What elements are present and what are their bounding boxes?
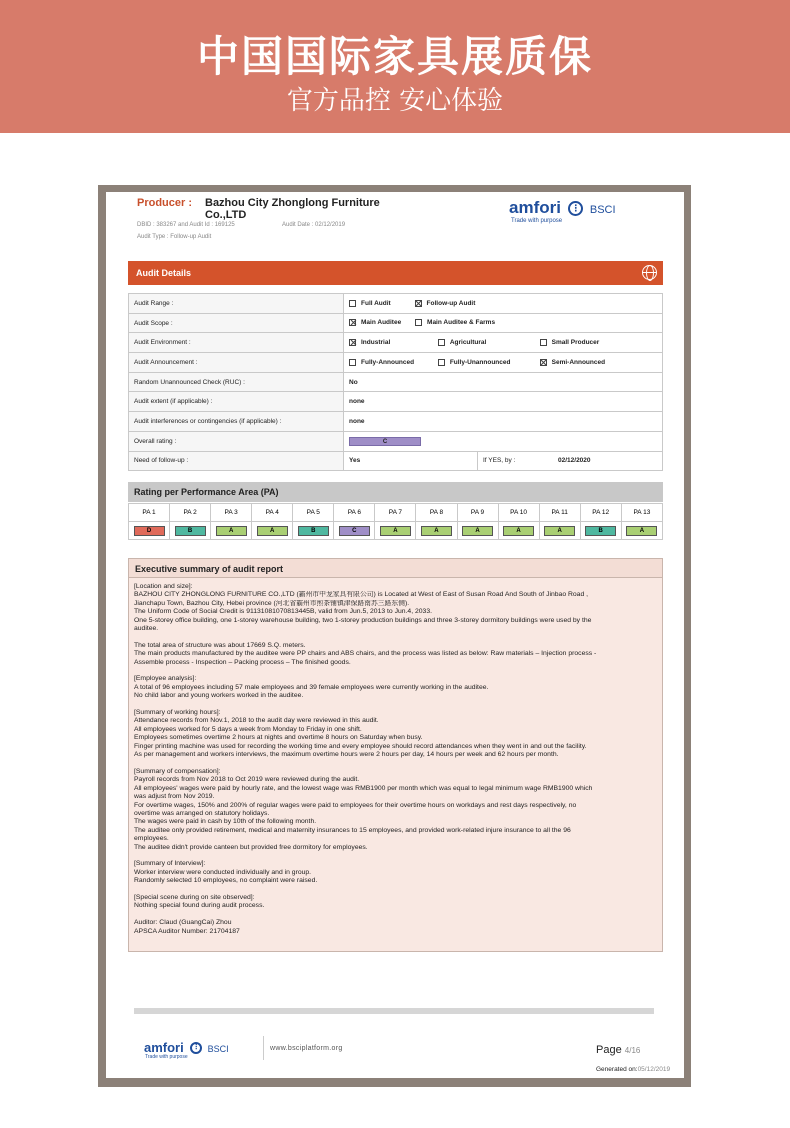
audit-range-options [344, 294, 663, 314]
pa-rating-badge: D [134, 526, 165, 536]
audit-environment-options [344, 333, 663, 353]
banner-subtitle: 官方品控 安心体验 [286, 86, 504, 116]
amfori-logo-text: amfori [509, 198, 561, 217]
summary-line: The wages were paid in cash by 10th of the following month. [134, 818, 317, 826]
pa-name-cell: PA 1 [129, 504, 170, 522]
audit-environment-label: Audit Environment : [129, 333, 344, 353]
paragraph-gap [134, 667, 657, 675]
pa-rating-row [129, 522, 663, 540]
summary-line: [Employee analysis]: [134, 675, 197, 683]
option-small-producer: Small Producer [540, 339, 600, 346]
pa-name-cell: PA 4 [252, 504, 293, 522]
summary-line: All employees worked for 5 days a week from Monday to Friday in one shift. [134, 725, 362, 733]
summary-line: overtime was arranged on statutory holidays. [134, 809, 270, 817]
pa-rating-badge: A [421, 526, 452, 536]
dbid-text: DBID : 383267 and Audit Id : 169125 [137, 222, 235, 228]
audit-details-title: Audit Details [136, 268, 192, 278]
audit-date-text: Audit Date : 02/12/2019 [282, 222, 346, 228]
pa-rating-cell [580, 522, 621, 540]
table-row [129, 294, 663, 314]
summary-line: The auditee didn't provide canteen but provided free dormitory for employees. [134, 843, 368, 851]
checked-checkbox-icon [349, 339, 356, 346]
option-main-auditee: Main Auditee [349, 319, 401, 326]
amfori-bsci-logo [509, 198, 639, 228]
summary-line: Payroll records from Nov 2018 to Oct 2019 were reviewed during the audit. [134, 776, 360, 784]
pa-rating-cell [457, 522, 498, 540]
page-label: Page [596, 1044, 622, 1056]
table-row [129, 431, 663, 451]
checkbox-icon [540, 339, 547, 346]
option-agricultural: Agricultural [438, 339, 526, 346]
summary-line: As per management and workers interviews, the maximum overtime hours were 2 hours per day, 14 hours per week and 62 hours per month. [134, 751, 559, 759]
checkbox-icon [438, 339, 445, 346]
audit-announcement-options [344, 353, 663, 373]
audit-details-table [128, 293, 663, 471]
checkbox-icon [415, 319, 422, 326]
pa-rating-cell [211, 522, 252, 540]
ruc-value: No [344, 372, 663, 392]
summary-line: [Location and size]: [134, 583, 193, 590]
summary-line: The total area of structure was about 17669 S.Q. meters. [134, 641, 306, 649]
paragraph-gap [134, 886, 657, 894]
option-semi-announced: Semi-Announced [540, 359, 605, 366]
option-industrial: Industrial [349, 339, 424, 346]
summary-line: One 5-storey office building, one 1-storey warehouse building, two 1-storey production buildings and three 3-storey dormitory buildings were used by the [134, 616, 592, 624]
audit-scope-label: Audit Scope : [129, 313, 344, 333]
paragraph-gap [134, 701, 657, 709]
footer-amfori-text: amfori [144, 1040, 184, 1055]
paragraph-gap [134, 759, 657, 767]
summary-line: The Uniform Code of Social Credit is 91131081070813445B, valid from Jun.5, 2013 to Jun.4, 2033. [134, 608, 432, 616]
audit-document-page [106, 192, 684, 1078]
summary-line: [Special scene during on site observed]: [134, 893, 255, 901]
page-number: 4/16 [624, 1046, 641, 1055]
summary-line: The main products manufactured by the auditee were PP chairs and ABS chairs, and the process was listed as below: Raw materials – Injection process - [134, 650, 597, 658]
pa-name-cell: PA 2 [170, 504, 211, 522]
logo-tagline: Trade with purpose [511, 218, 563, 224]
audit-interferences-label: Audit interferences or contingencies (if applicable) : [129, 412, 344, 432]
bsci-ring-icon: ⋮ [568, 201, 583, 216]
table-row [129, 392, 663, 412]
pa-rating-badge: A [503, 526, 534, 536]
table-row [129, 313, 663, 333]
audit-scope-options [344, 313, 663, 333]
platform-url-link[interactable]: www.bsciplatform.org [270, 1045, 343, 1052]
pa-rating-badge: A [257, 526, 288, 536]
pa-rating-badge: A [216, 526, 247, 536]
pa-rating-cell [416, 522, 457, 540]
generated-date: 05/12/2019 [637, 1066, 671, 1073]
pa-rating-cell [498, 522, 539, 540]
paragraph-gap [134, 633, 657, 641]
checkbox-icon [349, 300, 356, 307]
banner-title: 中国国际家具展质保 [196, 32, 593, 81]
horizontal-scrollbar[interactable] [134, 1008, 654, 1014]
summary-line: APSCA Auditor Number: 21704187 [134, 927, 240, 935]
checked-checkbox-icon [415, 300, 422, 307]
pa-rating-badge: A [626, 526, 657, 536]
summary-line: was adjust from Nov 2019. [134, 793, 215, 801]
pa-rating-cell [621, 522, 662, 540]
footer-divider [263, 1036, 264, 1060]
if-yes-cell [478, 451, 663, 471]
globe-icon [642, 265, 657, 280]
pa-name-cell: PA 6 [334, 504, 375, 522]
overall-rating-cell [344, 431, 663, 451]
summary-line: Attendance records from Nov.1, 2018 to the audit day were reviewed in this audit. [134, 717, 379, 725]
pa-rating-badge: A [380, 526, 411, 536]
pa-rating-cell [170, 522, 211, 540]
summary-line: Nothing special found during audit process. [134, 902, 265, 910]
follow-up-value: Yes [344, 451, 478, 471]
checkbox-icon [349, 359, 356, 366]
if-yes-label: If YES, by : [483, 457, 516, 465]
summary-line: No child labor and young workers worked in the auditee. [134, 692, 304, 700]
promo-banner [0, 0, 790, 133]
table-row [129, 412, 663, 432]
summary-line: [Summary of working hours]: [134, 709, 221, 717]
footer-logo-tagline: Trade with purpose [145, 1054, 188, 1060]
option-full-audit: Full Audit [349, 300, 391, 307]
pa-name-cell: PA 10 [498, 504, 539, 522]
pa-rating-cell [334, 522, 375, 540]
ruc-label: Random Unannounced Check (RUC) : [129, 372, 344, 392]
summary-line: Finger printing machine was used for recording the working time and every employee should record attendances when they went in and out the facility. [134, 742, 587, 750]
pa-name-cell: PA 11 [539, 504, 580, 522]
footer-bsci-ring-icon: ⋮ [190, 1042, 202, 1054]
performance-area-header: Rating per Performance Area (PA) [128, 482, 663, 502]
pa-rating-badge: A [544, 526, 575, 536]
audit-range-label: Audit Range : [129, 294, 344, 314]
pa-rating-badge: A [462, 526, 493, 536]
pa-name-cell: PA 3 [211, 504, 252, 522]
pa-rating-badge: C [339, 526, 370, 536]
pa-rating-cell [252, 522, 293, 540]
table-row [129, 333, 663, 353]
option-fully-announced: Fully-Announced [349, 359, 424, 366]
checked-checkbox-icon [349, 319, 356, 326]
pa-name-cell: PA 7 [375, 504, 416, 522]
footer-bsci-text: BSCI [207, 1044, 229, 1054]
overall-rating-badge: C [349, 437, 421, 446]
audit-extent-value: none [344, 392, 663, 412]
executive-summary-body [128, 578, 663, 952]
pa-name-cell: PA 5 [293, 504, 334, 522]
summary-line: Auditor: Claud (GuangCai) Zhou [134, 919, 232, 927]
summary-line: [Summary of compensation]: [134, 767, 221, 775]
overall-rating-label: Overall rating : [129, 431, 344, 451]
audit-extent-label: Audit extent (if applicable) : [129, 392, 344, 412]
pa-rating-cell [539, 522, 580, 540]
producer-name: Bazhou City Zhonglong Furniture Co.,LTD [205, 197, 380, 221]
summary-line: A total of 96 employees including 57 male employees and 39 female employees were currently working in the auditee. [134, 683, 489, 691]
summary-line: Jianchapu Town, Bazhou City, Hebei province (河北省霸州市煎茶铺镇津保路南苏三路东侧). [134, 599, 410, 607]
footer-amfori-bsci-logo [144, 1039, 244, 1064]
audit-type-text: Audit Type : Follow-up Audit [137, 234, 212, 240]
summary-line: Assemble process - Inspection – Packing process – The finished goods. [134, 658, 351, 666]
checkbox-icon [438, 359, 445, 366]
summary-line: Randomly selected 10 employees, no complaint were raised. [134, 877, 318, 885]
pa-name-cell: PA 13 [621, 504, 662, 522]
generated-label: Generated on: [596, 1066, 638, 1073]
performance-area-table [128, 503, 663, 540]
summary-line: All employees' wages were paid by hourly rate, and the lowest wage was RMB1900 per month which was equal to legal minimum wage RMB1900 which [134, 784, 593, 792]
table-row [129, 372, 663, 392]
checked-checkbox-icon [540, 359, 547, 366]
pa-name-cell: PA 12 [580, 504, 621, 522]
table-row [129, 353, 663, 373]
paragraph-gap [134, 852, 657, 860]
pa-rating-cell [129, 522, 170, 540]
pa-name-cell: PA 9 [457, 504, 498, 522]
pa-rating-cell [293, 522, 334, 540]
audit-announcement-label: Audit Announcement : [129, 353, 344, 373]
audit-interferences-value: none [344, 412, 663, 432]
pa-rating-badge: B [175, 526, 206, 536]
pa-rating-cell [375, 522, 416, 540]
generated-on [596, 1066, 670, 1073]
if-yes-value: 02/12/2020 [558, 457, 591, 465]
table-row [129, 451, 663, 471]
pa-rating-badge: B [298, 526, 329, 536]
producer-label: Producer : [137, 197, 193, 209]
executive-summary-header: Executive summary of audit report [128, 558, 663, 578]
follow-up-label: Need of follow-up : [129, 451, 344, 471]
pa-name-row [129, 504, 663, 522]
summary-line: The auditee only provided retirement, medical and maternity insurances to 15 employees, and provided work-related injure insurance to all the 96 [134, 826, 571, 834]
pa-name-cell: PA 8 [416, 504, 457, 522]
summary-line: employees. [134, 835, 169, 843]
summary-line: [Summary of Interview]: [134, 860, 206, 868]
bsci-logo-text: BSCI [589, 204, 616, 216]
option-fully-unannounced: Fully-Unannounced [438, 359, 526, 366]
pa-rating-badge: B [585, 526, 616, 536]
paragraph-gap [134, 911, 657, 919]
option-main-auditee-farms: Main Auditee & Farms [415, 319, 495, 326]
option-follow-up-audit: Follow-up Audit [415, 300, 476, 307]
summary-line: Employees sometimes overtime 2 hours at nights and overtime 8 hours on Saturday when busy. [134, 734, 423, 742]
summary-line: Worker interview were conducted individually and in group. [134, 868, 312, 876]
page-indicator [596, 1044, 640, 1056]
summary-line: BAZHOU CITY ZHONGLONG FURNITURE CO.,LTD (霸州市中龙家具有限公司) is Located at West of East of Susan Road And South of Jinbao Road , [134, 591, 589, 599]
summary-line: For overtime wages, 150% and 200% of regular wages were paid to employees for their overtime hours on workdays and rest days respectively, no [134, 801, 577, 809]
audit-details-header [128, 261, 663, 285]
summary-line: auditee. [134, 625, 159, 633]
